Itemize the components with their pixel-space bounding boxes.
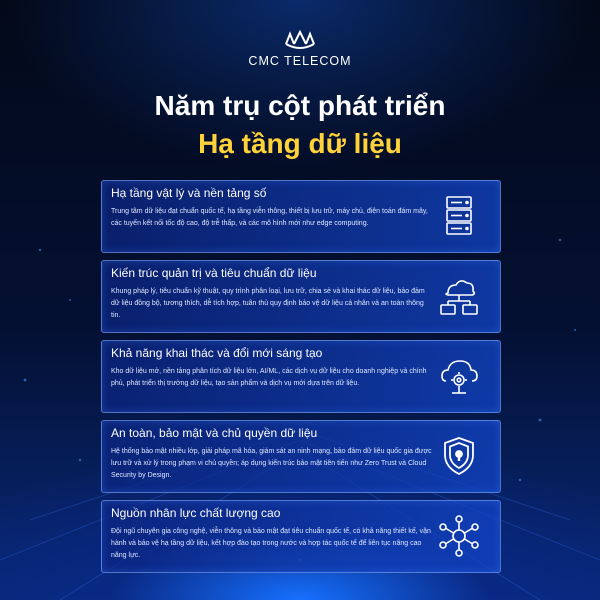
cmc-logo-icon (280, 28, 320, 52)
page-title-line2: Hạ tầng dữ liệu (198, 128, 402, 159)
shield-lock-icon (436, 433, 482, 479)
card-title: An toàn, bảo mật và chủ quyền dữ liệu (111, 426, 318, 440)
pillar-card-security-sovereignty (101, 420, 501, 493)
card-title: Hạ tầng vật lý và nền tảng số (111, 186, 267, 200)
page-title-line1: Năm trụ cột phát triển (154, 90, 446, 121)
pillar-card-physical-infrastructure (101, 180, 501, 253)
card-title: Nguồn nhân lực chất lượng cao (111, 506, 281, 520)
card-body: Trung tâm dữ liệu đạt chuẩn quốc tế, hạ tầng viễn thông, thiết bị lưu trữ, máy chủ, điện toán đám mây, các tuyến kết nối tốc độ cao, độ trễ thấp, và các mô hình mới như edge computing. (111, 208, 428, 227)
cloud-network-icon (436, 273, 482, 319)
server-rack-icon (436, 193, 482, 239)
network-hub-icon (436, 513, 482, 559)
card-body: Đội ngũ chuyên gia công nghệ, viễn thông và bảo mật đạt tiêu chuẩn quốc tế, có khả năng thiết kế, vận hành và bảo vệ hạ tầng dữ liệu, kết hợp đào tạo trong nước và hợp tác quốc tế để liên tục nâng cao năng lực. (111, 528, 431, 559)
cloud-gear-icon (436, 353, 482, 399)
brand-logo (0, 28, 600, 68)
brand-name: CMC TELECOM (248, 54, 352, 68)
pillar-card-innovation (101, 340, 501, 413)
card-title: Kiến trúc quản trị và tiêu chuẩn dữ liệu (111, 266, 317, 280)
card-body: Hệ thống bảo mật nhiều lớp, giải pháp mã hóa, giám sát an ninh mạng, bảo đảm dữ liệu quốc gia được lưu trữ và xử lý trong phạm vi chủ quyền; áp dụng kiến trúc bảo mật tiên tiến như Zero Trust và Cloud Security by Design. (111, 448, 432, 479)
card-body: Kho dữ liệu mở, nền tảng phân tích dữ liệu lớn, AI/ML, các dịch vụ dữ liệu cho doanh nghiệp và chính phủ, phát triển thị trường dữ liệu, tạo sản phẩm và dịch vụ mới dựa trên dữ liệu. (111, 368, 427, 387)
card-title: Khả năng khai thác và đổi mới sáng tạo (111, 346, 323, 360)
pillar-card-governance-standards (101, 260, 501, 333)
pillar-card-human-resources (101, 500, 501, 573)
card-body: Khung pháp lý, tiêu chuẩn kỹ thuật, quy trình phân loại, lưu trữ, chia sẻ và khai thác dữ liệu, bảo đảm dữ liệu đồng bộ, tương thích, dễ tích hợp, tuân thủ quy định bảo vệ dữ liệu cá nhân và an toàn thông tin. (111, 288, 425, 319)
pillar-cards (101, 180, 501, 580)
